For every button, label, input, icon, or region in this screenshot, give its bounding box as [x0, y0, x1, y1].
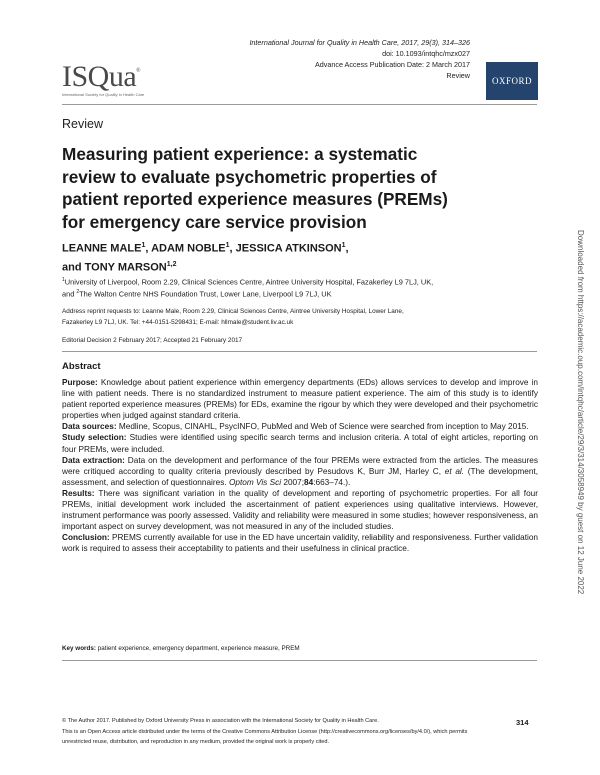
doi-link[interactable]: doi: 10.1093/intqhc/mzx027 — [382, 49, 470, 58]
abstract-text: :663–74.). — [313, 477, 351, 487]
copyright-line: © The Author 2017. Published by Oxford University Press in association with the International Society for Quality in Health Care. — [62, 718, 379, 724]
title-line: for emergency care service provision — [62, 211, 367, 232]
download-watermark: Downloaded from https://academic.oup.com/intqhc/article/29/3/314/3058949 by guest on 12 June 2022 — [576, 230, 585, 595]
keywords-text: patient experience, emergency department, experience measure, PREM — [95, 645, 300, 652]
license-line: unrestricted reuse, distribution, and reproduction in any medium, provided the original work is properly cited. — [62, 739, 330, 745]
title-line: Measuring patient experience: a systematic — [62, 144, 418, 164]
abstract-text: Medline, Scopus, CINAHL, PsycINFO, PubMed and Web of Science were searched from inception to May 2015. — [116, 422, 529, 432]
abstract-text: (The development, assessment, and selection of questionnaires. — [62, 466, 538, 487]
abstract-label: Purpose: — [62, 378, 98, 387]
reprint-address-line: Address reprint requests to: Leanne Male, Room 2.29, Clinical Sciences Centre, Aintree University Hospital, Lower Lane, — [62, 308, 404, 315]
author-line-1 — [62, 238, 349, 257]
abstract-data-extraction — [62, 455, 538, 488]
author-affiliation-mark: 1 — [141, 242, 146, 249]
abstract-study-selection — [62, 432, 538, 454]
affiliation-text: University of Liverpool, Room 2.29, Clinical Sciences Centre, Aintree University Hospital, Fazakerley L9 7LJ, UK, — [64, 277, 434, 287]
abstract-divider-top — [62, 351, 537, 352]
abstract-text: Studies were identified using specific search terms and inclusion criteria. A total of eight articles, reporting on four PREMs, were included. — [62, 433, 538, 454]
affiliation-2 — [62, 287, 540, 299]
journal-header — [170, 37, 470, 81]
author-name[interactable]: JESSICA ATKINSON — [235, 242, 342, 255]
affiliation-mark: 1 — [62, 277, 65, 283]
author-list — [62, 238, 349, 275]
editorial-dates: Editorial Decision 2 February 2017; Accepted 21 February 2017 — [62, 337, 243, 344]
abstract-label: Results: — [62, 488, 95, 498]
author-name[interactable]: LEANNE MALE — [62, 242, 142, 255]
abstract-heading: Abstract — [62, 361, 101, 372]
oxford-logo: OXFORD — [486, 62, 538, 100]
author-line-2 — [62, 257, 349, 276]
abstract-text: 2007; — [281, 477, 304, 487]
abstract-divider-bottom — [62, 660, 537, 661]
author-separator: , — [145, 242, 152, 255]
author-affiliation-mark: 1 — [225, 242, 230, 249]
reprint-contact-line: Fazakerley L9 7LJ, UK. Tel: +44-0151-5298431; E-mail: hllmale@student.liv.ac.uk — [62, 319, 294, 326]
abstract-text: PREMS currently available for use in the ED have uncertain validity, reliability and responsiveness. Further validation work is required to assess their acceptability to patients and their usefulness in clinical practice. — [62, 533, 538, 554]
abstract-label: Conclusion: — [62, 533, 110, 543]
author-conjunction: and — [62, 261, 85, 274]
affiliation-conjunction: and — [62, 289, 77, 299]
section-label: Review — [62, 117, 103, 131]
reference-volume: 84 — [304, 477, 314, 487]
author-separator: , — [229, 242, 236, 255]
affiliations — [62, 275, 540, 300]
author-name[interactable]: ADAM NOBLE — [151, 242, 226, 255]
abstract-body — [62, 377, 538, 555]
title-line: patient reported experience measures (PREMs) — [62, 189, 448, 209]
author-affiliation-mark: 1,2 — [166, 260, 177, 268]
abstract-text: Data on the development and performance of the four PREMs were extracted from the articles. The measures were critiqued according to quality criteria previously described by Pesudovs K, Burr JM, Harley C, — [62, 455, 538, 476]
advance-access-date: Advance Access Publication Date: 2 March 2017 — [314, 60, 470, 69]
author-affiliation-mark: 1 — [341, 242, 346, 249]
header-divider — [62, 104, 537, 105]
abstract-conclusion — [62, 532, 538, 554]
keywords-label: Key words: — [62, 645, 96, 652]
affiliation-1 — [62, 275, 540, 287]
logo-text: ISQua — [62, 60, 137, 93]
title-line: review to evaluate psychometric properties of — [62, 166, 437, 187]
affiliation-mark: 2 — [76, 289, 80, 296]
license-line: This is an Open Access article distributed under the terms of the Creative Commons Attribution License (http://creativecommons.org/licenses/by/4.0/), which permits — [62, 729, 468, 735]
logo-tagline: International Society for Quality in Health Care — [62, 92, 145, 97]
abstract-data-sources — [62, 421, 538, 432]
abstract-label: Data extraction: — [62, 455, 125, 465]
abstract-text: There was significant variation in the quality of development and reporting of psychometric properties. For all four PREMs, initial development work included the ascertainment of patient experiences using qualitative interviews. However, instrument performance was poorly assessed. Validity and reliability were measured in some studies; however responsiveness, an important aspect on survey development, was not measured in any of the included studies. — [62, 488, 538, 532]
abstract-label: Study selection: — [62, 433, 127, 443]
abstract-results — [62, 488, 538, 532]
reference-journal: Optom Vis Sci — [228, 477, 282, 487]
abstract-label: Data sources: — [62, 422, 117, 432]
isqua-logo — [62, 54, 145, 97]
author-separator: , — [345, 242, 349, 255]
author-name[interactable]: TONY MARSON — [84, 261, 167, 274]
journal-citation: International Journal for Quality in Health Care, 2017, 29(3), 314–326 — [249, 38, 470, 47]
page-number: 314 — [516, 718, 529, 727]
article-title — [62, 143, 482, 233]
keywords — [62, 645, 300, 652]
affiliation-text: The Walton Centre NHS Foundation Trust, Lower Lane, Liverpool L9 7LJ, UK — [79, 289, 332, 299]
abstract-text: Knowledge about patient experience within emergency departments (EDs) allows services to develop and improve in line with patient needs. There is no standardized instrument to measure patient experience. The aim of this study is to identify patient reported experience measures (PREMs) for EDs, examine the rigour by which they were developed and their psychometric properties when judged against standard criteria. — [62, 378, 538, 421]
logo-registered-mark: ® — [136, 68, 141, 74]
abstract-purpose — [62, 377, 538, 421]
abstract-italic: et al. — [444, 466, 465, 476]
article-type: Review — [446, 71, 470, 80]
